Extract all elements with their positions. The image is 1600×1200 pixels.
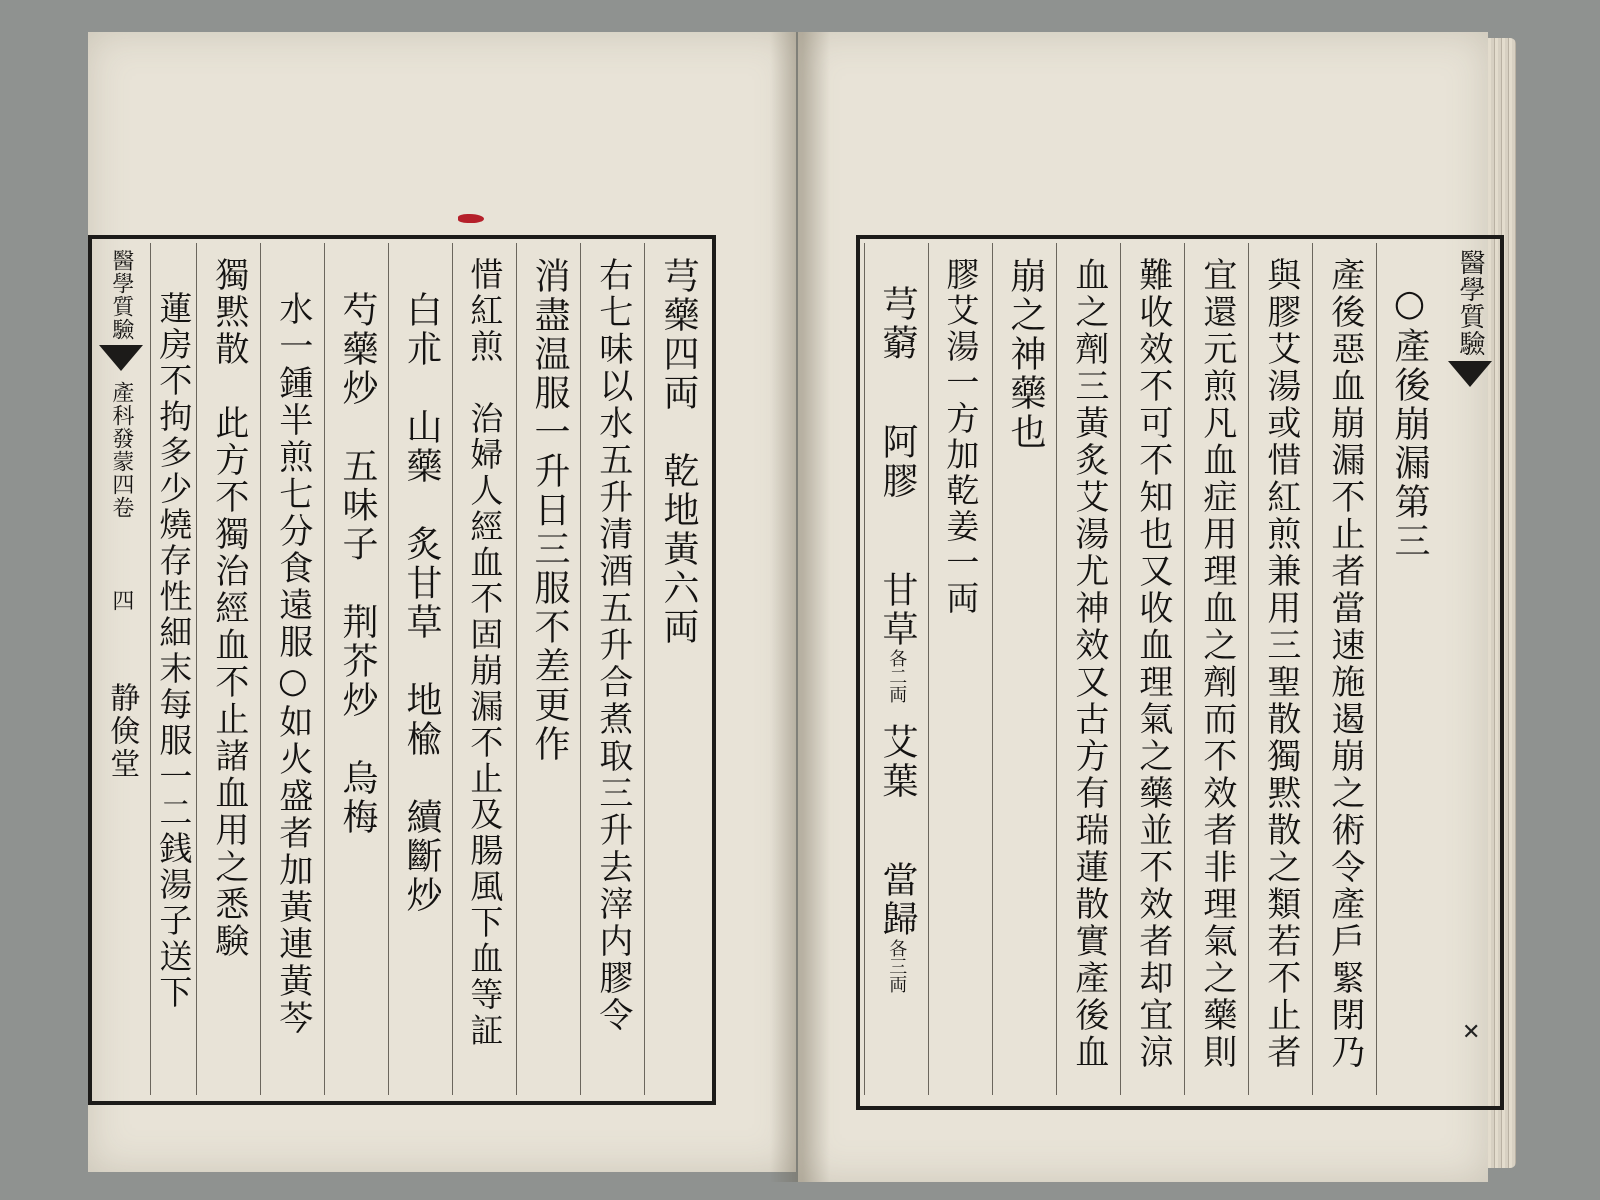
text-column: 蓮房不拘多少燒存性細末每服一二銭湯子送下: [150, 243, 196, 1095]
left-hanshin: [92, 243, 150, 1095]
ingredient-dose: 各三両: [886, 939, 908, 993]
text-column: 右七味以水五升清酒五升合煮取三升去滓内膠令: [580, 243, 644, 1095]
hanshin-title: 醫學質驗: [108, 249, 134, 341]
edge-mark: ✕: [1462, 1020, 1481, 1045]
ingredient-name: 阿膠: [876, 423, 918, 501]
text-column: 消盡温服一升日三服不差更作: [516, 243, 580, 1095]
text-column: 芎藥四両 乾地黃六両: [644, 243, 710, 1095]
text-column: 惜紅煎 治婦人經血不固崩漏不止及腸風下血等証: [452, 243, 516, 1095]
ingredient-dose: 各二両: [886, 649, 908, 703]
ingredients-column: [864, 243, 928, 1095]
formula-title: 膠艾湯一方加乾姜一両: [928, 243, 992, 1095]
text-column: 血之劑三黃炙艾湯尤神效又古方有瑞蓮散實產後血: [1056, 243, 1120, 1095]
page-number: 四: [108, 589, 134, 612]
publisher: 静倹堂: [104, 682, 140, 781]
right-hanshin: [1440, 243, 1500, 1095]
fishtail-mark: [99, 345, 143, 371]
text-column: 難收效不可不知也又收血理氣之藥並不效者却宜涼: [1120, 243, 1184, 1095]
red-ink-mark: [458, 214, 484, 223]
hanshin-title: 醫學質驗: [1455, 249, 1486, 357]
text-column: 與膠艾湯或惜紅煎兼用三聖散獨黙散之類若不止者: [1248, 243, 1312, 1095]
ingredient-name: 甘草: [876, 571, 918, 649]
text-column: 產後惡血崩漏不止者當速施遏崩之術令產戶緊閉乃: [1312, 243, 1376, 1095]
text-column: 白朮 山藥 炙甘草 地楡 續斷炒: [388, 243, 452, 1095]
ingredient-name: 當歸: [876, 861, 918, 939]
text-column: 芍藥炒 五味子 荆芥炒 烏梅: [324, 243, 388, 1095]
book-gutter: [770, 32, 830, 1182]
text-column: 水一鍾半煎七分食遠服○如火盛者加黃連黃芩: [260, 243, 324, 1095]
text-column: 宜還元煎凡血症用理血之劑而不效者非理氣之藥則: [1184, 243, 1248, 1095]
section-heading: ○產後崩漏第三: [1376, 243, 1440, 1095]
hanshin-subtitle: 產科發蒙四卷: [108, 381, 134, 519]
text-column: 崩之神藥也: [992, 243, 1056, 1095]
ingredient-name: 艾葉: [876, 723, 918, 801]
text-column: 獨黙散 此方不獨治經血不止諸血用之悉験: [196, 243, 260, 1095]
ingredient-name: 芎藭: [876, 285, 918, 363]
fishtail-mark: [1448, 361, 1492, 387]
